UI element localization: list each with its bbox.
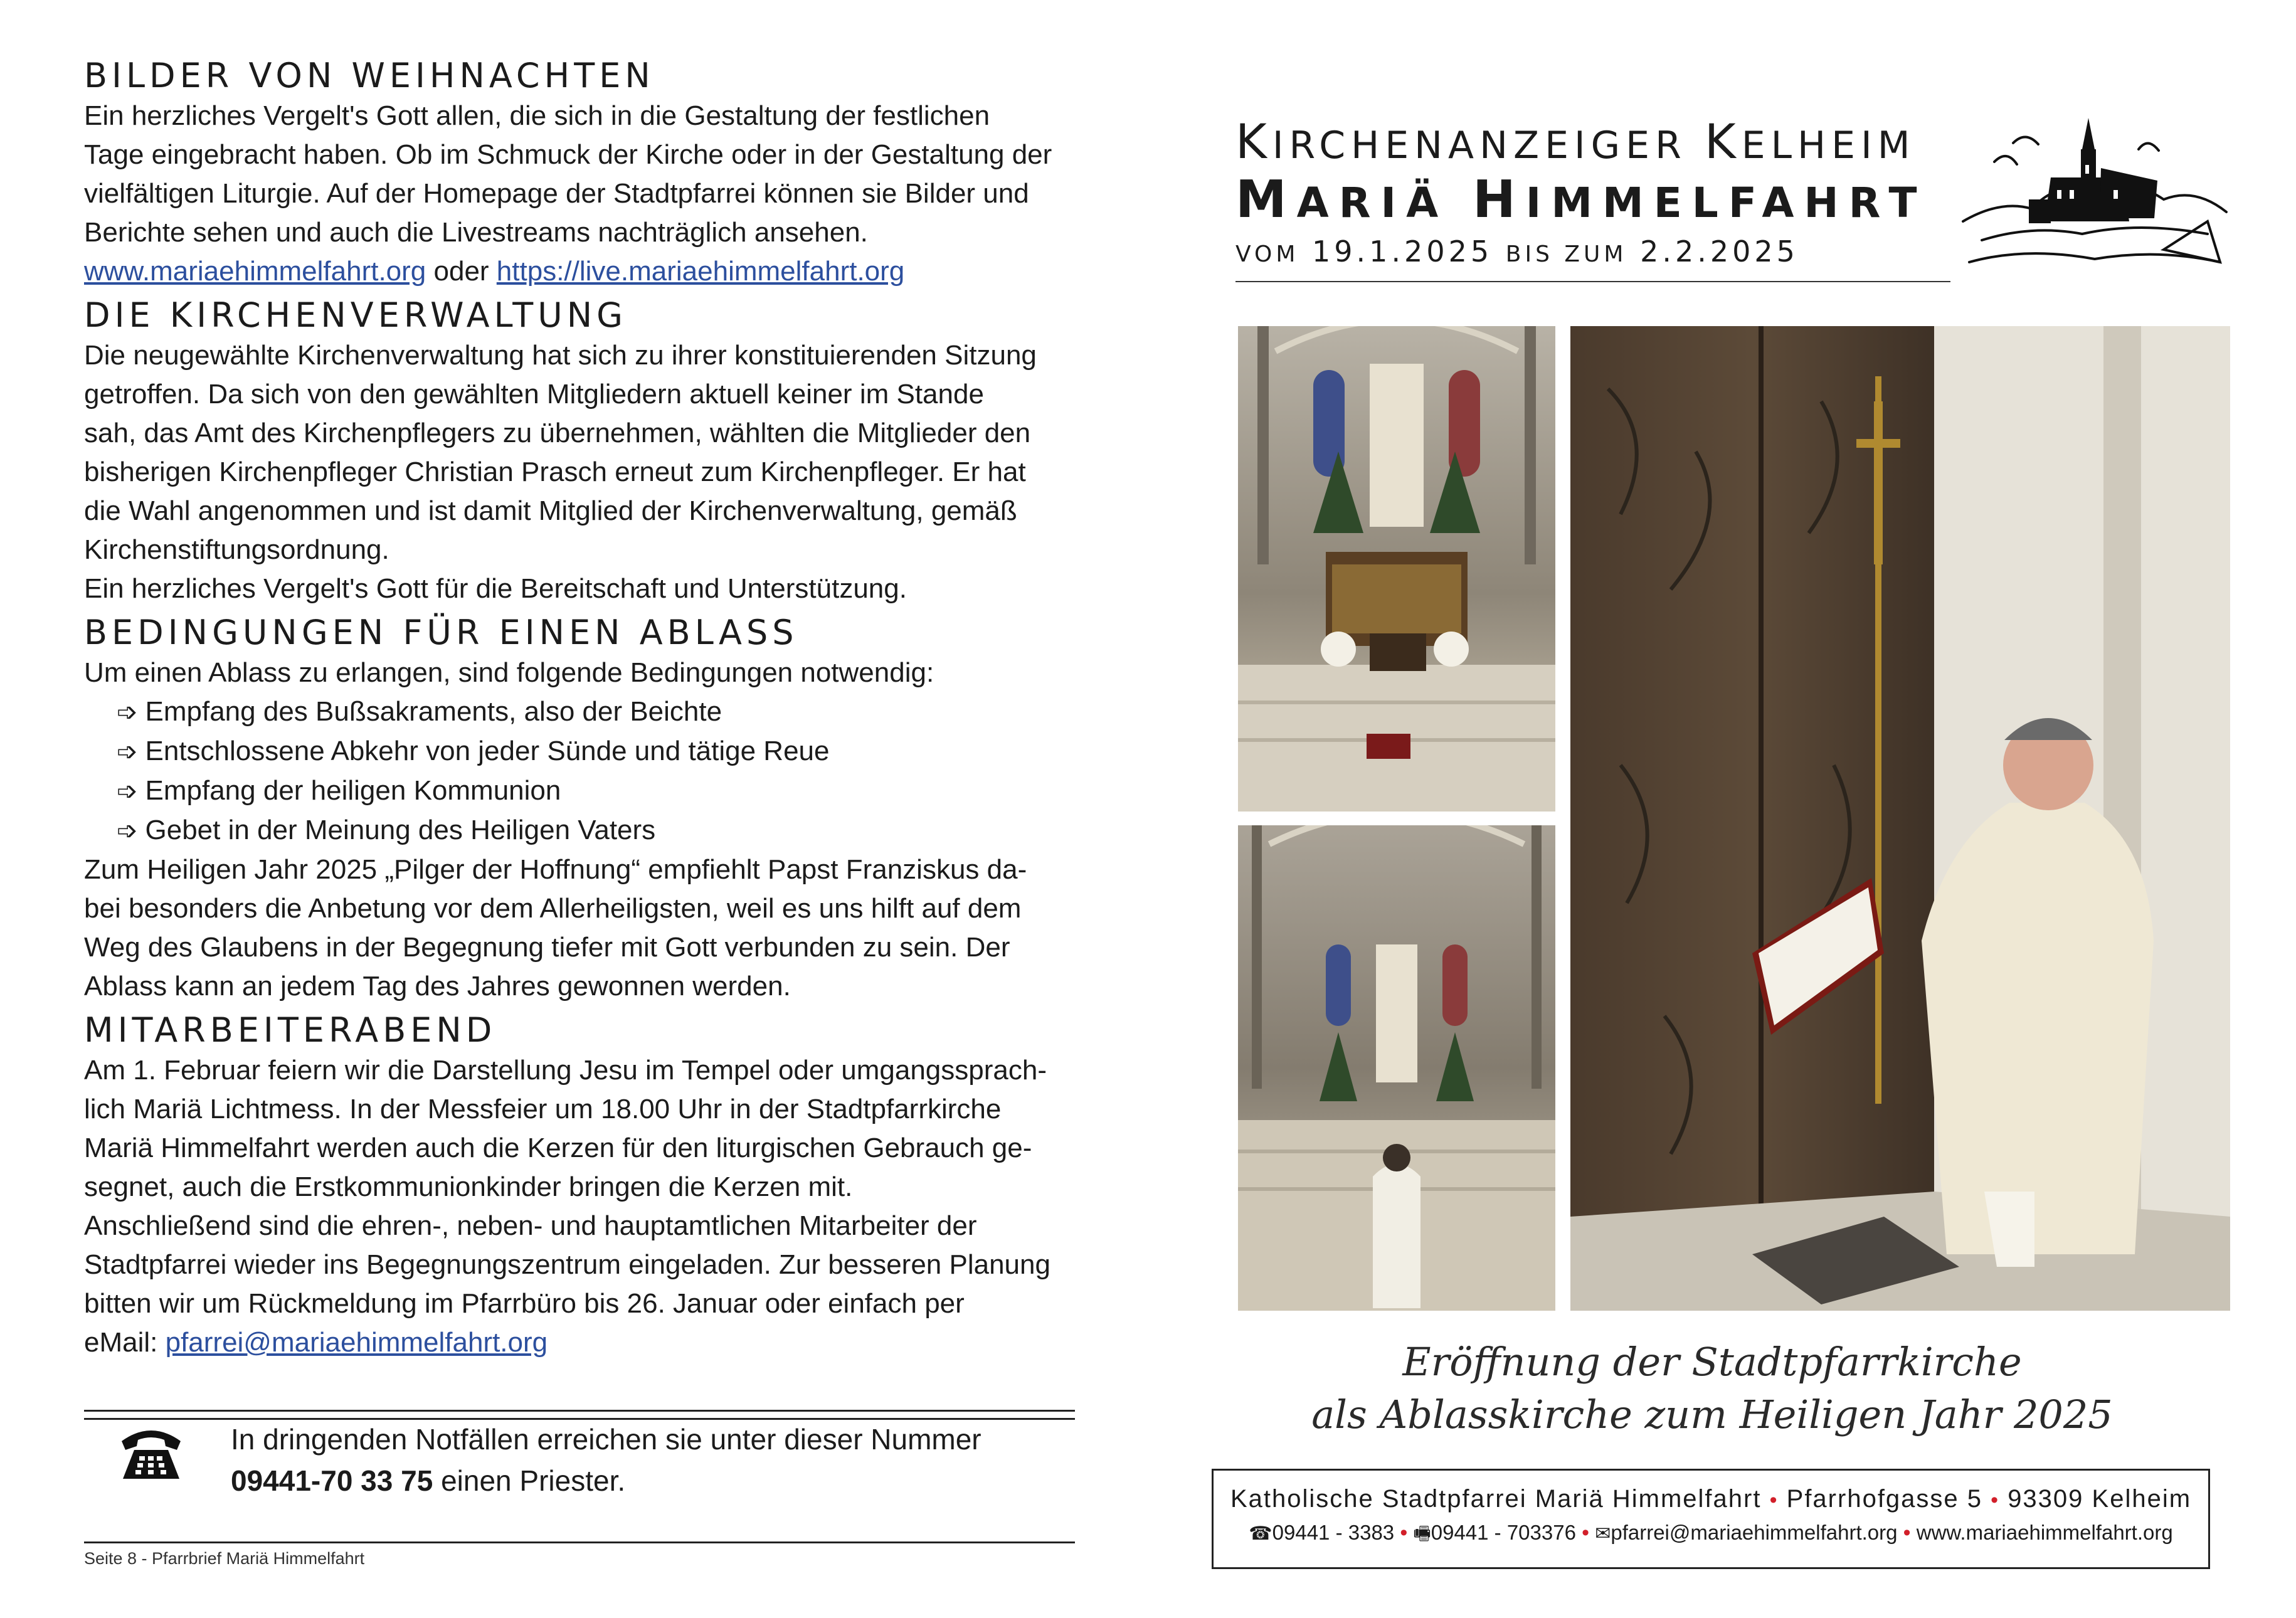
left-page-content [84,55,1075,1362]
bullet-item: ➩ Empfang der heiligen Kommunion [117,775,561,806]
links-join: oder [426,256,497,287]
s3-intro: Um einen Ablass zu erlangen, sind folgende Bedingungen notwendig: [84,657,934,688]
s1-line-2: Tage eingebracht haben. Ob im Schmuck der Kirche oder in der Gestaltung der [84,139,1052,170]
masthead [1235,115,1927,275]
parish-email[interactable]: pfarrei@mariaehimmelfahrt.org [1611,1521,1898,1544]
email-icon: ✉ [1595,1523,1611,1545]
caption-line-2: als Ablasskirche zum Heiligen Jahr 2025 [1311,1392,2113,1437]
arrow-right-icon: ➩ [117,698,138,727]
caption-line-1: Eröffnung der Stadtpfarrkirche [1402,1339,2022,1385]
email-link[interactable]: pfarrei@mariaehimmelfahrt.org [165,1327,548,1358]
s4-line-7: bitten wir um Rückmeldung im Pfarrbüro bis 26. Januar oder einfach per [84,1288,965,1319]
s4-line-5: Anschließend sind die ehren-, neben- und hauptamtlichen Mitarbeiter der [84,1210,977,1241]
telephone-icon [117,1422,186,1485]
masthead-date-range: VOM 19.1.2025 BIS ZUM 2.2.2025 [1235,235,1799,268]
s2-line-1: Die neugewählte Kirchenverwaltung hat sich zu ihrer konstituierenden Sitzung [84,340,1037,371]
s2-line-5: die Wahl angenommen und ist damit Mitglied der Kirchenverwaltung, gemäß [84,495,1017,526]
s4-line-4: segnet, auch die Erstkommunionkinder bringen die Kerzen mit. [84,1171,853,1202]
footer-rule [84,1541,1075,1543]
emergency-number: 09441-70 33 75 [231,1464,433,1497]
parish-phone: 09441 - 3383 [1272,1521,1395,1544]
bullet-item: ➩ Empfang des Bußsakraments, also der Beichte [117,696,722,727]
photo-caption [1217,1336,2208,1441]
s2-line-6: Kirchenstiftungsordnung. [84,534,389,565]
parish-website[interactable]: www.mariaehimmelfahrt.org [1916,1521,2173,1544]
section-heading-kirchenverwaltung: DIE KIRCHENVERWALTUNG [84,295,627,335]
altar-photo-2 [1238,825,1555,1311]
emergency-notice [231,1419,981,1501]
s3-line-2: bei besonders die Anbetung vor dem Allerheiligsten, weil es uns hilft auf dem [84,893,1022,924]
bullet-item: ➩ Entschlossene Abkehr von jeder Sünde und tätige Reue [117,736,830,766]
section-heading-bilder: BILDER VON WEIHNACHTEN [84,56,655,95]
homepage-link[interactable]: www.mariaehimmelfahrt.org [84,256,426,287]
s2-line-2: getroffen. Da sich von den gewählten Mitgliedern aktuell keiner im Stande [84,379,984,410]
s3-line-4: Ablass kann an jedem Tag des Jahres gewonnen werden. [84,971,791,1002]
s2-line-4: bisherigen Kirchenpfleger Christian Prasch erneut zum Kirchenpfleger. Er hat [84,457,1026,487]
parish-address-box [1212,1469,2210,1569]
parish-fax: 09441 - 703376 [1431,1521,1576,1544]
masthead-rule [1235,281,1950,282]
s1-links-line [84,252,1075,291]
arrow-right-icon: ➩ [117,777,138,806]
church-sketch-logo [1957,105,2233,293]
arrow-right-icon: ➩ [117,738,138,766]
masthead-title-2: MARIÄ HIMMELFAHRT [1235,170,1927,230]
address-line-1: Katholische Stadtpfarrei Mariä Himmelfahrt • Pfarrhofgasse 5 • 93309 Kelheim [1230,1485,2192,1513]
s4-line-6: Stadtpfarrei wieder ins Begegnungszentrum eingeladen. Zur besseren Planung [84,1249,1050,1280]
section-heading-mitarbeiterabend: MITARBEITERABEND [84,1010,497,1050]
s1-line-1: Ein herzliches Vergelt's Gott allen, die sich in die Gestaltung der festlichen [84,100,990,131]
s1-line-3: vielfältigen Liturgie. Auf der Homepage der Stadtpfarrei können sie Bilder und [84,178,1029,209]
s2-line-7: Ein herzliches Vergelt's Gott für die Bereitschaft und Unterstützung. [84,573,907,604]
s4-line-3: Mariä Himmelfahrt werden auch die Kerzen für den liturgischen Gebrauch ge- [84,1133,1032,1163]
s3-line-1: Zum Heiligen Jahr 2025 „Pilger der Hoffnung“ empfiehlt Papst Franziskus da- [84,854,1027,885]
s2-line-3: sah, das Amt des Kirchenpflegers zu übernehmen, wählten die Mitglieder den [84,418,1031,448]
s4-line-1: Am 1. Februar feiern wir die Darstellung Jesu im Tempel oder umgangssprach- [84,1055,1047,1086]
livestream-link[interactable]: https://live.mariaehimmelfahrt.org [496,256,905,287]
emergency-line-2: 09441-70 33 75 einen Priester. [231,1464,626,1497]
altar-photo-1 [1238,326,1555,812]
s1-line-4: Berichte sehen und auch die Livestreams nachträglich ansehen. [84,217,868,248]
bullet-item: ➩ Gebet in der Meinung des Heiligen Vaters [117,815,656,845]
phone-icon: ☎ [1249,1523,1272,1545]
emergency-line-1: In dringenden Notfällen erreichen sie unter dieser Nummer [231,1423,981,1456]
s4-line-2: lich Mariä Lichtmess. In der Messfeier um 18.00 Uhr in der Stadtpfarrkirche [84,1094,1002,1124]
priest-at-door-photo [1570,326,2230,1311]
masthead-title-1: KIRCHENANZEIGER KELHEIM [1235,114,1916,169]
section-heading-ablass: BEDINGUNGEN FÜR EINEN ABLASS [84,613,798,652]
s4-email-line: eMail: pfarrei@mariaehimmelfahrt.org [84,1327,548,1358]
s3-line-3: Weg des Glaubens in der Begegnung tiefer mit Gott verbunden zu sein. Der [84,932,1010,963]
fax-icon: 🖷 [1413,1523,1431,1545]
arrow-right-icon: ➩ [117,817,138,845]
page-footer: Seite 8 - Pfarrbrief Mariä Himmelfahrt [84,1549,365,1568]
address-line-2: ☎09441 - 3383 • 🖷09441 - 703376 • ✉pfarrei@mariaehimmelfahrt.org • www.mariaehimmelfahrt.org [1249,1521,2173,1545]
